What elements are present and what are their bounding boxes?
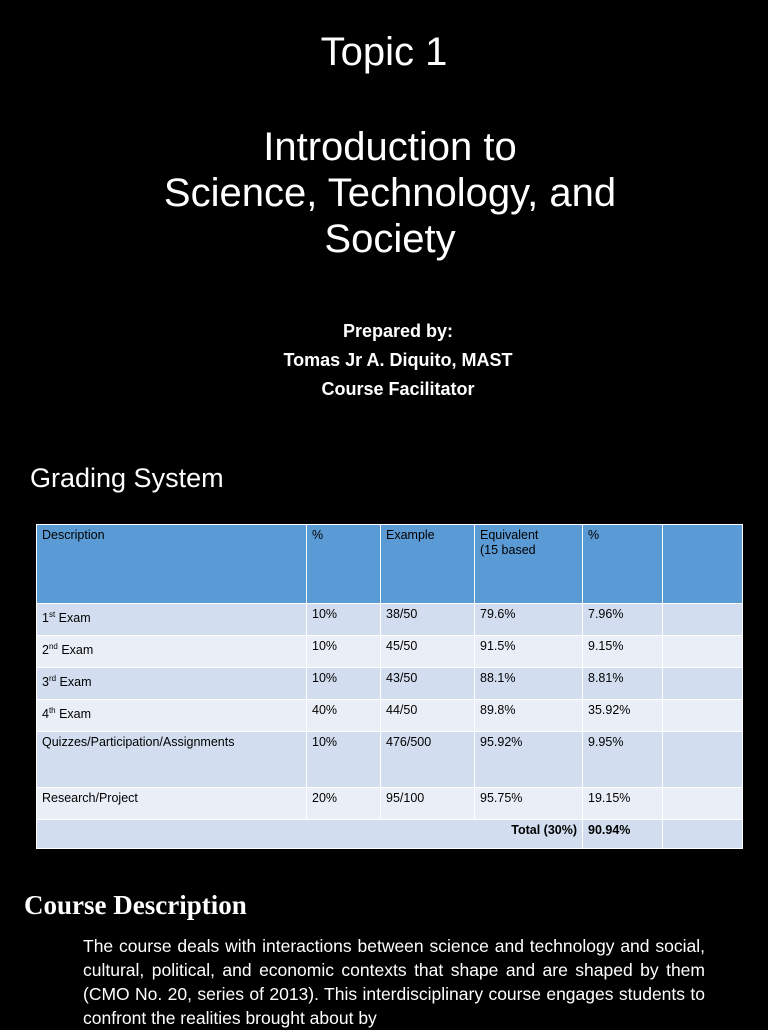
ordinal-suffix: th <box>48 706 56 715</box>
table-row <box>37 636 743 668</box>
exam-label: Exam <box>56 675 92 690</box>
row-description <box>37 604 307 636</box>
exam-label: Exam <box>55 707 92 722</box>
total-value: 90.94% <box>583 820 663 849</box>
row-equivalent: 91.5% <box>475 636 583 668</box>
row-percent: 40% <box>307 700 381 732</box>
header-percent: % <box>307 525 381 604</box>
table-row <box>37 700 743 732</box>
row-description: Research/Project <box>37 788 307 820</box>
ordinal-suffix: st <box>48 610 56 619</box>
row-weighted: 9.95% <box>583 732 663 788</box>
header-weighted-percent: % <box>583 525 663 604</box>
row-description <box>37 668 307 700</box>
row-empty <box>663 700 743 732</box>
exam-ordinal: 2 <box>42 643 49 658</box>
slide-title <box>0 124 768 262</box>
total-label: Total (30%) <box>37 820 583 849</box>
exam-ordinal: 3 <box>42 675 49 690</box>
title-line-2: Science, Technology, and <box>163 171 617 215</box>
table-row <box>37 732 743 788</box>
row-percent: 10% <box>307 636 381 668</box>
row-equivalent: 95.92% <box>475 732 583 788</box>
row-example: 476/500 <box>381 732 475 788</box>
row-percent: 20% <box>307 788 381 820</box>
header-example: Example <box>381 525 475 604</box>
exam-label: Exam <box>57 643 94 658</box>
exam-ordinal: 4 <box>42 707 49 722</box>
row-empty <box>663 604 743 636</box>
row-equivalent: 89.8% <box>475 700 583 732</box>
row-percent: 10% <box>307 668 381 700</box>
prepared-by-label: Prepared by: <box>342 321 454 341</box>
author-role: Course Facilitator <box>321 379 475 399</box>
row-empty <box>663 636 743 668</box>
exam-ordinal: 1 <box>42 611 49 626</box>
row-empty <box>663 788 743 820</box>
row-equivalent: 79.6% <box>475 604 583 636</box>
row-weighted: 19.15% <box>583 788 663 820</box>
header-description: Description <box>37 525 307 604</box>
course-description-text: The course deals with interactions between science and technology and social, cultural, political, and economic contexts that shape and are shaped by them (CMO No. 20, series of 2013). This interdisciplinary course engages students to confront the realities brought about by <box>83 936 705 1028</box>
row-example: 95/100 <box>381 788 475 820</box>
exam-label: Exam <box>55 611 91 626</box>
row-weighted: 8.81% <box>583 668 663 700</box>
row-example: 45/50 <box>381 636 475 668</box>
table-row <box>37 604 743 636</box>
row-weighted: 7.96% <box>583 604 663 636</box>
course-description-title: Course Description <box>24 890 247 920</box>
author-name: Tomas Jr A. Diquito, MAST <box>283 350 513 370</box>
ordinal-suffix: rd <box>48 674 57 683</box>
row-description <box>37 636 307 668</box>
row-weighted: 9.15% <box>583 636 663 668</box>
prepared-by-block <box>0 317 768 404</box>
row-percent: 10% <box>307 732 381 788</box>
grading-system-title: Grading System <box>30 463 224 493</box>
row-empty <box>663 820 743 849</box>
row-equivalent: 88.1% <box>475 668 583 700</box>
row-empty <box>663 732 743 788</box>
ordinal-suffix: nd <box>48 642 58 651</box>
row-example: 44/50 <box>381 700 475 732</box>
row-description <box>37 700 307 732</box>
table-row <box>37 788 743 820</box>
row-example: 43/50 <box>381 668 475 700</box>
grading-table <box>36 524 743 849</box>
topic-heading: Topic 1 <box>320 30 448 74</box>
row-description: Quizzes/Participation/Assignments <box>37 732 307 788</box>
header-equivalent: Equivalent (15 based <box>475 525 583 604</box>
row-equivalent: 95.75% <box>475 788 583 820</box>
row-weighted: 35.92% <box>583 700 663 732</box>
table-header-row <box>37 525 743 604</box>
header-empty <box>663 525 743 604</box>
row-empty <box>663 668 743 700</box>
title-line-1: Introduction to <box>263 125 517 169</box>
row-example: 38/50 <box>381 604 475 636</box>
table-row <box>37 668 743 700</box>
table-total-row <box>37 820 743 849</box>
row-percent: 10% <box>307 604 381 636</box>
title-line-3: Society <box>324 217 456 261</box>
